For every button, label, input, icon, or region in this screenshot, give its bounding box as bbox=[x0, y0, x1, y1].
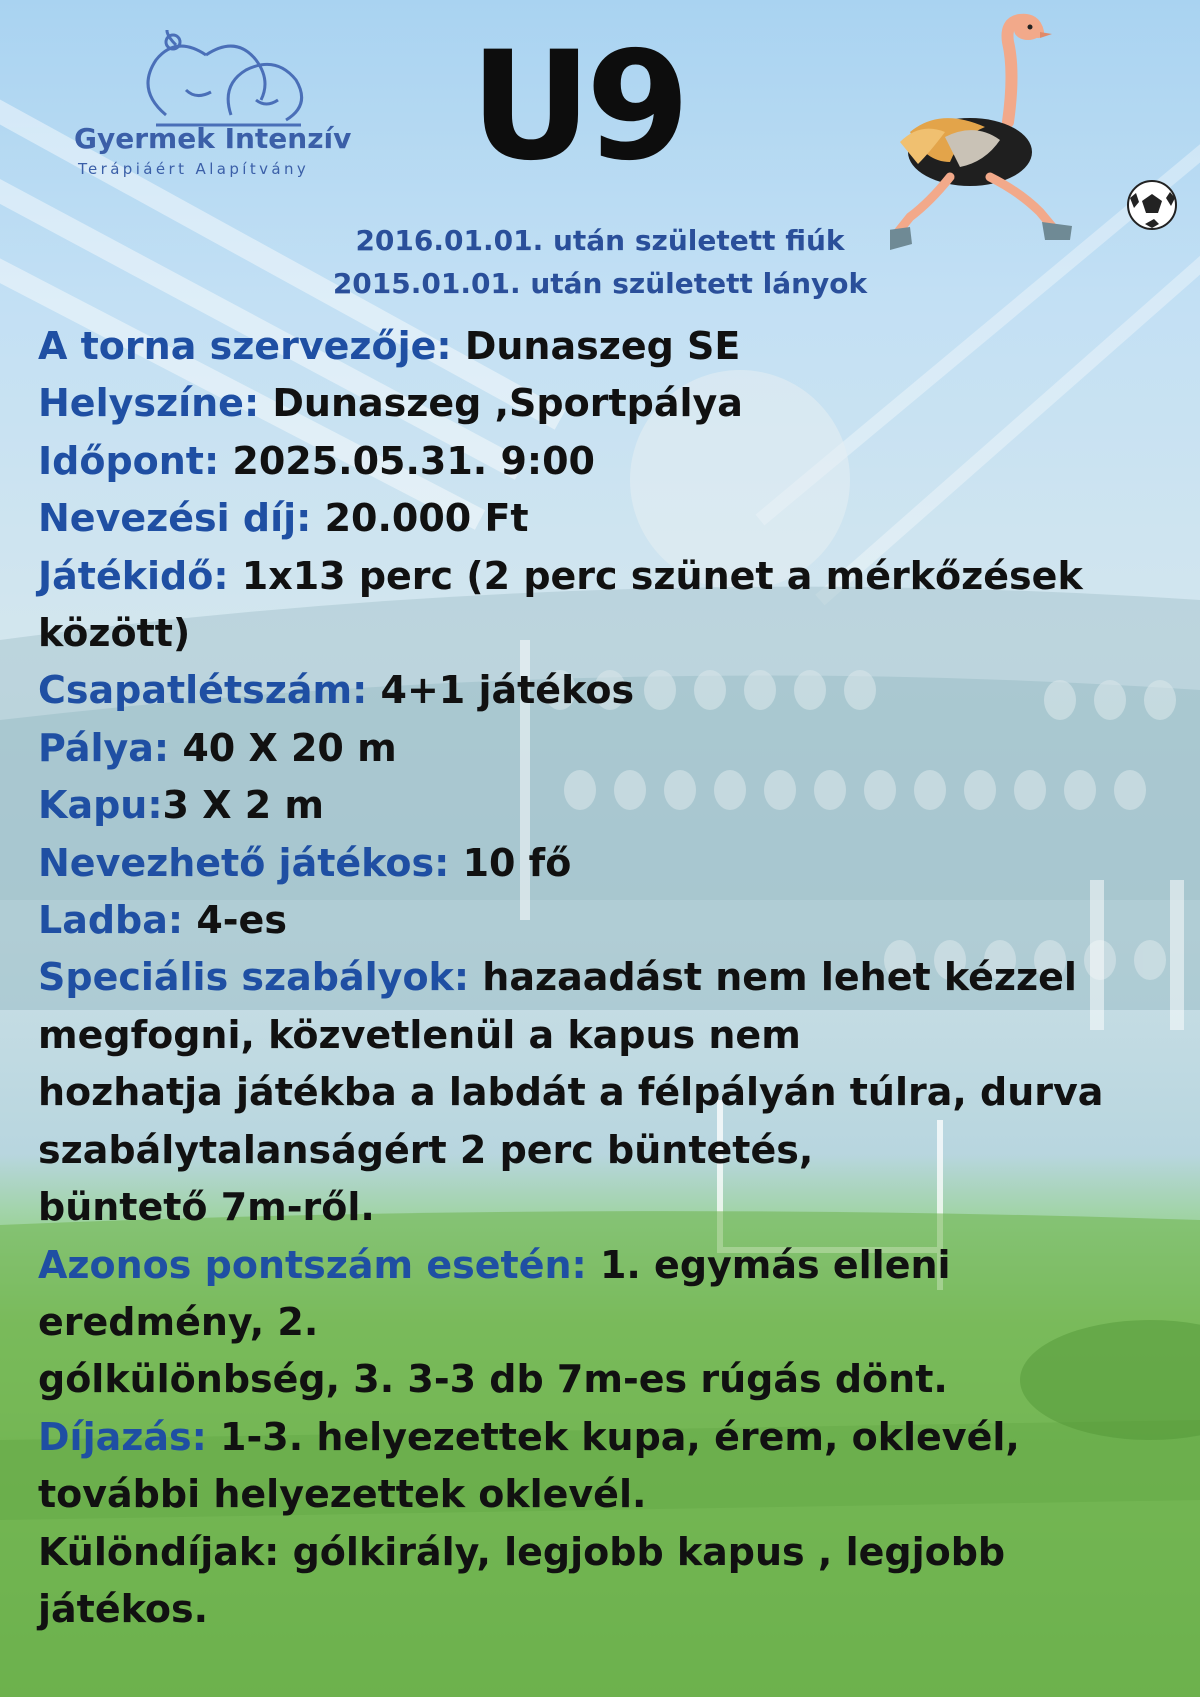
detail-players bbox=[38, 835, 1178, 892]
eligibility-girls: 2015.01.01. után született lányok bbox=[332, 267, 868, 300]
logo-heads-icon bbox=[136, 30, 316, 130]
detail-playtime bbox=[38, 548, 1178, 663]
detail-label: Pálya: bbox=[38, 725, 170, 770]
detail-special-rules-end bbox=[38, 1179, 1178, 1236]
detail-value: 1x13 perc (2 perc szünet a mérkőzések között) bbox=[38, 553, 1083, 656]
detail-label: Azonos pontszám esetén: bbox=[38, 1242, 587, 1287]
detail-time bbox=[38, 433, 1178, 490]
detail-special-prizes bbox=[38, 1524, 1178, 1639]
foundation-logo bbox=[74, 30, 374, 190]
detail-value: 1. egymás elleni eredmény, 2. bbox=[38, 1242, 951, 1344]
detail-value: 10 fő bbox=[449, 840, 572, 885]
detail-value: 1-3. helyezettek kupa, érem, oklevél, további helyezettek oklevél. bbox=[38, 1414, 1020, 1517]
detail-value: Különdíjak: gólkirály, legjobb kapus , legjobb játékos. bbox=[38, 1529, 1006, 1631]
detail-value: hozhatja játékba a labdát a félpályán túlra, durva szabálytalanságért 2 perc büntetés, bbox=[38, 1070, 1104, 1172]
detail-label: Díjazás: bbox=[38, 1414, 207, 1459]
detail-goal bbox=[38, 777, 1178, 834]
detail-tiebreak-cont bbox=[38, 1351, 1178, 1408]
detail-label: Ladba: bbox=[38, 898, 184, 943]
detail-value: Dunaszeg SE bbox=[451, 324, 741, 368]
detail-team-size bbox=[38, 662, 1178, 719]
detail-prizes bbox=[38, 1409, 1178, 1524]
detail-value: 4-es bbox=[183, 898, 287, 943]
detail-label: Speciális szabályok: bbox=[38, 955, 470, 1000]
detail-ball bbox=[38, 892, 1178, 949]
detail-organizer bbox=[38, 318, 1178, 375]
ostrich-icon bbox=[890, 12, 1180, 272]
detail-label: A torna szervezője: bbox=[38, 324, 452, 368]
detail-value: 2025.05.31. 9:00 bbox=[219, 438, 595, 483]
detail-value: 40 X 20 m bbox=[169, 725, 397, 770]
detail-label: Nevezési díj: bbox=[38, 496, 312, 541]
logo-name: Gyermek Intenzív bbox=[74, 122, 352, 155]
detail-pitch bbox=[38, 720, 1178, 777]
detail-value: Dunaszeg ,Sportpálya bbox=[259, 381, 743, 426]
detail-tiebreak bbox=[38, 1237, 1178, 1352]
detail-label: Csapatlétszám: bbox=[38, 668, 368, 713]
detail-value: 4+1 játékos bbox=[367, 668, 635, 713]
detail-special-rules-cont bbox=[38, 1064, 1178, 1179]
detail-value: büntető 7m-ről. bbox=[38, 1185, 375, 1230]
football-icon bbox=[1128, 181, 1176, 229]
detail-value: hazaadást nem lehet kézzel megfogni, közvetlenül a kapus nem bbox=[38, 955, 1077, 1057]
detail-value: gólkülönbség, 3. 3-3 db 7m-es rúgás dönt. bbox=[38, 1357, 948, 1402]
logo-subtitle: Terápiáért Alapítvány bbox=[78, 160, 310, 178]
detail-location bbox=[38, 375, 1178, 432]
detail-label: Kapu: bbox=[38, 783, 163, 828]
detail-value: 3 X 2 m bbox=[162, 783, 325, 828]
detail-label: Helyszíne: bbox=[38, 381, 260, 426]
detail-special-rules bbox=[38, 949, 1178, 1064]
detail-label: Játékidő: bbox=[38, 553, 229, 598]
detail-label: Nevezhető játékos: bbox=[38, 840, 450, 885]
detail-fee bbox=[38, 490, 1178, 547]
page-title: U9 bbox=[470, 20, 685, 194]
tournament-details bbox=[38, 318, 1178, 1638]
detail-value: 20.000 Ft bbox=[311, 496, 529, 541]
detail-label: Időpont: bbox=[38, 438, 220, 483]
eligibility-boys: 2016.01.01. után született fiúk bbox=[355, 224, 845, 257]
